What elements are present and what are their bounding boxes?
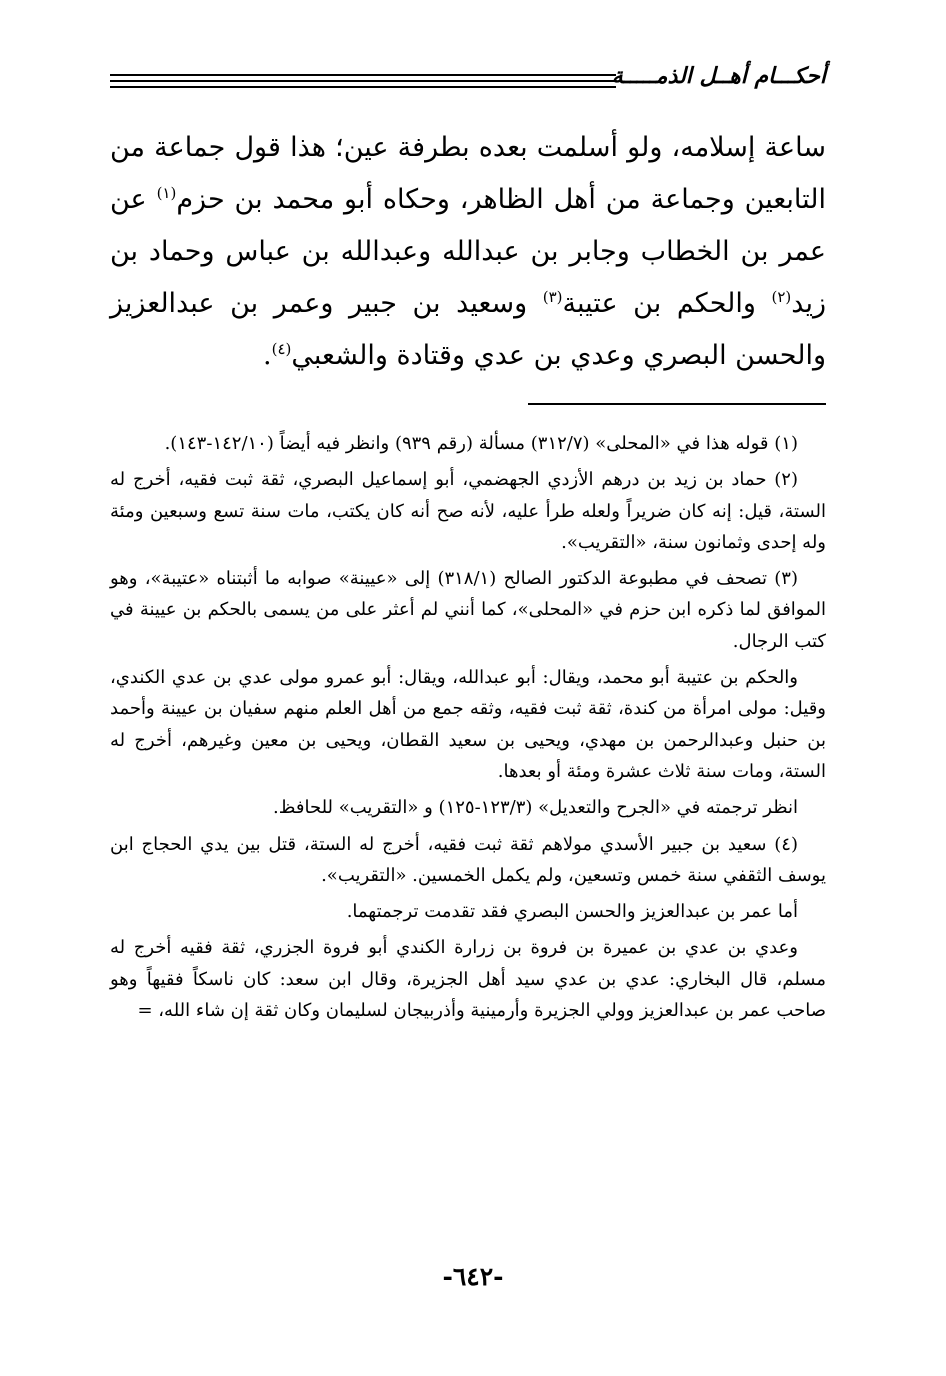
main-text-part: وسعيد بن جبير وعمر بن عبدالعزيز والحسن البصري وعدي بن عدي وقتادة والشعبي <box>110 288 826 371</box>
footnote-2: (٢) حماد بن زيد بن درهم الأزدي الجهضمي، أبو إسماعيل البصري، ثقة ثبت فقيه، أخرج له الستة، قيل: إنه كان ضريراً ولعله طرأ عليه، لأنه صح أنه كان يكتب، مات سنة تسع وسبعين ومئة وله إحدى وثمانون سنة، «التقريب». <box>110 469 826 553</box>
page-number: -٦٤٢- <box>442 1262 504 1291</box>
footnote-1: (١) قوله هذا في «المحلى» (٣١٢/٧) مسألة (رقم ٩٣٩) وانظر فيه أيضاً (١٤٢/١٠-١٤٣). <box>164 433 798 454</box>
main-text-part: عن عمر بن الخطاب وجابر بن عبدالله وعبدالله بن عباس وحماد بن زيد <box>110 184 827 319</box>
footnote-3: (٣) تصحف في مطبوعة الدكتور الصالح (٣١٨/١) إلى «عيينة» صوابه ما أثبتناه «عتيبة»، وهو الموافق لما ذكره ابن حزم في «المحلى»، كما أنني لم أعثر على من يسمى بالحكم بن عيينة في كتب الرجال. <box>110 568 826 652</box>
main-paragraph-text <box>110 122 826 382</box>
footnote-3-continued: والحكم بن عتيبة أبو محمد، ويقال: أبو عبدالله، ويقال: أبو عمرو مولى عدي بن عدي الكندي، وقيل: مولى امرأة من كندة، ثقة ثبت فقيه، وثقه جمع من أهل العلم منهم سفيان بن عيينة وأحمد بن حنبل وعبدالرحمن بن مهدي، ويحيى بن سعيد القطان، ويحيى بن معين وغيرهم، أخرج له الستة، ومات سنة ثلاث عشرة ومئة أو بعدها. <box>110 667 826 782</box>
running-header-title: أحكـــام أهــل الذمـــــة <box>611 64 826 89</box>
running-header <box>110 58 826 98</box>
footnote-ref[interactable]: (٣) <box>542 288 563 306</box>
header-rule <box>110 74 616 76</box>
footnote-ref[interactable]: (١) <box>156 184 177 202</box>
main-text-part: . <box>263 340 272 371</box>
main-paragraph <box>110 122 826 382</box>
main-text-part: ساعة إسلامه، ولو أسلمت بعده بطرفة عين؛ هذا قول جماعة من التابعين وجماعة من أهل الظاهر، وحكاه أبو محمد بن حزم <box>110 132 827 215</box>
footnote-separator <box>528 403 826 405</box>
footnotes-section <box>110 428 826 1031</box>
footnote-4-continued: أما عمر بن عبدالعزيز والحسن البصري فقد تقدمت ترجمتهما. <box>346 901 798 923</box>
footnote-ref[interactable]: (٢) <box>771 288 792 306</box>
footnote-4-adi: وعدي بن عدي بن عميرة بن فروة بن زرارة الكندي أبو فروة الجزري، ثقة فقيه أخرج له مسلم، قال البخاري: عدي بن عدي سيد أهل الجزيرة، وقال ابن سعد: كان ناسكاً فقيهاً وهو صاحب عمر بن عبدالعزيز وولي الجزيرة وأرمينية وأذربيجان لسليمان وكان ثقة إن شاء الله، = <box>110 937 826 1022</box>
footnote-3-reference: انظر ترجمته في «الجرح والتعديل» (١٢٣/٣-١٢٥) و «التقريب» للحافظ. <box>273 797 798 819</box>
footnote-ref[interactable]: (٤) <box>271 340 292 358</box>
header-rule <box>110 86 616 88</box>
main-text-part: والحكم بن عتيبة <box>562 288 772 319</box>
header-rule <box>110 80 616 82</box>
footnote-4: (٤) سعيد بن جبير الأسدي مولاهم ثقة ثبت فقيه، أخرج له الستة، قتل بين يدي الحجاج ابن يوسف الثقفي سنة خمس وتسعين، ولم يكمل الخمسين. «التقريب». <box>110 833 826 886</box>
